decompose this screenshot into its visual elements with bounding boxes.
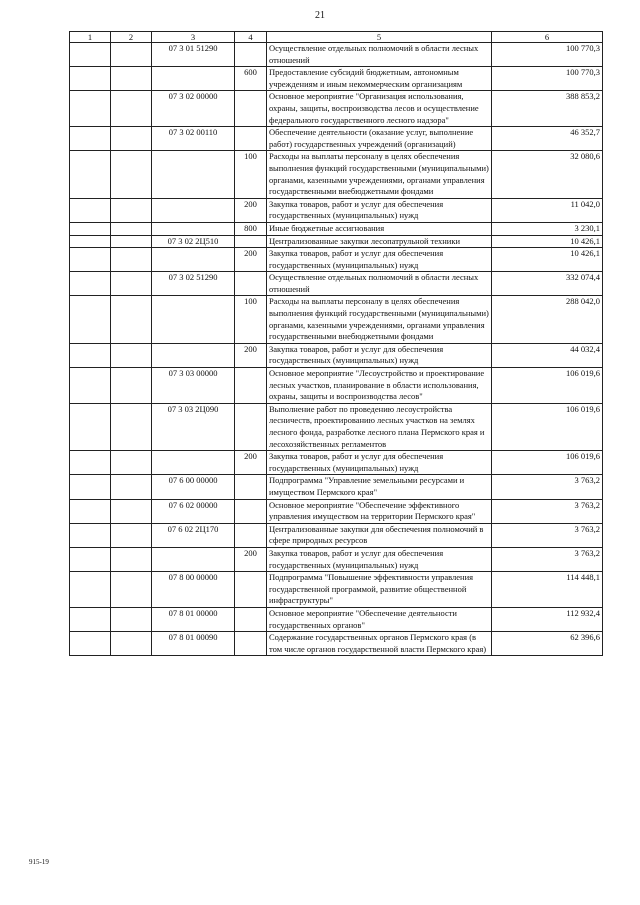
cell-target-code: 07 8 01 00000	[152, 607, 235, 631]
cell-col1	[70, 572, 111, 608]
table-row	[70, 235, 603, 248]
cell-col1	[70, 499, 111, 523]
cell-col1	[70, 151, 111, 198]
cell-col1	[70, 235, 111, 248]
cell-col2	[111, 547, 152, 571]
cell-name: Основное мероприятие "Организация использования, охраны, защиты, воспроизводства лесов и осуществление федерального государственного лесного надзора"	[267, 91, 492, 127]
cell-expense-type	[235, 499, 267, 523]
table-row	[70, 475, 603, 499]
table-row	[70, 272, 603, 296]
cell-col2	[111, 248, 152, 272]
column-header-1: 1	[70, 32, 111, 43]
cell-col1	[70, 475, 111, 499]
cell-amount: 100 770,3	[492, 43, 603, 67]
cell-expense-type: 200	[235, 547, 267, 571]
table-row	[70, 127, 603, 151]
page-number: 21	[315, 10, 325, 21]
cell-expense-type: 200	[235, 451, 267, 475]
cell-amount: 388 853,2	[492, 91, 603, 127]
table-row	[70, 607, 603, 631]
cell-name: Закупка товаров, работ и услуг для обеспечения государственных (муниципальных) нужд	[267, 451, 492, 475]
cell-expense-type	[235, 368, 267, 404]
cell-expense-type	[235, 475, 267, 499]
cell-expense-type: 600	[235, 67, 267, 91]
table-row	[70, 296, 603, 343]
cell-amount: 3 763,2	[492, 475, 603, 499]
table-row	[70, 198, 603, 222]
cell-amount: 11 042,0	[492, 198, 603, 222]
cell-col2	[111, 235, 152, 248]
cell-name: Обеспечение деятельности (оказание услуг, выполнение работ) государственных учреждений (организаций)	[267, 127, 492, 151]
cell-col2	[111, 475, 152, 499]
cell-col1	[70, 523, 111, 547]
cell-col2	[111, 272, 152, 296]
cell-expense-type	[235, 572, 267, 608]
cell-name: Расходы на выплаты персоналу в целях обеспечения выполнения функций государственными (муниципальными) органами, казенными учреждениями, органами управления государственными внебюджетными фондами	[267, 151, 492, 198]
cell-expense-type	[235, 235, 267, 248]
cell-expense-type: 100	[235, 151, 267, 198]
cell-amount: 112 932,4	[492, 607, 603, 631]
cell-target-code	[152, 151, 235, 198]
table-row	[70, 43, 603, 67]
budget-table	[69, 31, 603, 656]
cell-col2	[111, 222, 152, 235]
cell-name: Осуществление отдельных полномочий в области лесных отношений	[267, 272, 492, 296]
cell-target-code: 07 3 03 2Ц090	[152, 403, 235, 450]
cell-name: Содержание государственных органов Пермского края (в том числе органов государственной власти Пермского края)	[267, 632, 492, 656]
cell-expense-type	[235, 632, 267, 656]
cell-target-code: 07 3 01 51290	[152, 43, 235, 67]
cell-col2	[111, 151, 152, 198]
document-code: 915-19	[29, 858, 49, 866]
cell-col1	[70, 296, 111, 343]
cell-target-code: 07 3 03 00000	[152, 368, 235, 404]
cell-col1	[70, 607, 111, 631]
cell-expense-type	[235, 523, 267, 547]
cell-name: Расходы на выплаты персоналу в целях обеспечения выполнения функций государственными (муниципальными) органами, казенными учреждениями, органами управления государственными внебюджетными фондами	[267, 296, 492, 343]
cell-target-code: 07 8 00 00000	[152, 572, 235, 608]
cell-target-code	[152, 547, 235, 571]
column-header-2: 2	[111, 32, 152, 43]
table-row	[70, 248, 603, 272]
table-row	[70, 523, 603, 547]
cell-target-code: 07 6 00 00000	[152, 475, 235, 499]
cell-amount: 3 230,1	[492, 222, 603, 235]
cell-col1	[70, 547, 111, 571]
cell-col1	[70, 67, 111, 91]
cell-amount: 46 352,7	[492, 127, 603, 151]
cell-amount: 106 019,6	[492, 368, 603, 404]
cell-col2	[111, 91, 152, 127]
table-row	[70, 632, 603, 656]
table-row	[70, 499, 603, 523]
cell-col2	[111, 523, 152, 547]
table-body	[70, 43, 603, 656]
table-row	[70, 368, 603, 404]
cell-target-code	[152, 222, 235, 235]
cell-expense-type	[235, 607, 267, 631]
table-row	[70, 451, 603, 475]
table-row	[70, 547, 603, 571]
cell-target-code	[152, 296, 235, 343]
cell-col2	[111, 632, 152, 656]
cell-name: Закупка товаров, работ и услуг для обеспечения государственных (муниципальных) нужд	[267, 198, 492, 222]
table-row	[70, 151, 603, 198]
cell-target-code	[152, 343, 235, 367]
cell-col1	[70, 127, 111, 151]
cell-target-code: 07 6 02 2Ц170	[152, 523, 235, 547]
cell-col1	[70, 198, 111, 222]
cell-col2	[111, 499, 152, 523]
cell-amount: 3 763,2	[492, 499, 603, 523]
cell-target-code	[152, 451, 235, 475]
column-header-6: 6	[492, 32, 603, 43]
cell-name: Основное мероприятие "Обеспечение эффективного управления имуществом на территории Пермского края"	[267, 499, 492, 523]
cell-target-code: 07 6 02 00000	[152, 499, 235, 523]
cell-amount: 332 074,4	[492, 272, 603, 296]
cell-expense-type	[235, 272, 267, 296]
cell-expense-type	[235, 91, 267, 127]
cell-expense-type	[235, 127, 267, 151]
cell-amount: 10 426,1	[492, 248, 603, 272]
cell-name: Подпрограмма "Повышение эффективности управления государственной программой, развитие общественной инфраструктуры"	[267, 572, 492, 608]
cell-amount: 32 080,6	[492, 151, 603, 198]
cell-col2	[111, 343, 152, 367]
cell-col2	[111, 572, 152, 608]
cell-col2	[111, 43, 152, 67]
cell-col2	[111, 451, 152, 475]
cell-col2	[111, 607, 152, 631]
cell-col1	[70, 343, 111, 367]
cell-amount: 44 032,4	[492, 343, 603, 367]
cell-name: Закупка товаров, работ и услуг для обеспечения государственных (муниципальных) нужд	[267, 343, 492, 367]
table-row	[70, 572, 603, 608]
cell-col1	[70, 368, 111, 404]
cell-col1	[70, 248, 111, 272]
table-row	[70, 343, 603, 367]
cell-col2	[111, 67, 152, 91]
column-header-5: 5	[267, 32, 492, 43]
cell-amount: 100 770,3	[492, 67, 603, 91]
cell-name: Предоставление субсидий бюджетным, автономным учреждениям и иным некоммерческим организациям	[267, 67, 492, 91]
cell-col1	[70, 272, 111, 296]
cell-expense-type	[235, 403, 267, 450]
cell-col1	[70, 222, 111, 235]
cell-col1	[70, 632, 111, 656]
table-row	[70, 67, 603, 91]
cell-amount: 288 042,0	[492, 296, 603, 343]
cell-col2	[111, 198, 152, 222]
cell-name: Закупка товаров, работ и услуг для обеспечения государственных (муниципальных) нужд	[267, 547, 492, 571]
cell-name: Закупка товаров, работ и услуг для обеспечения государственных (муниципальных) нужд	[267, 248, 492, 272]
cell-col2	[111, 127, 152, 151]
cell-target-code: 07 3 02 00000	[152, 91, 235, 127]
column-header-4: 4	[235, 32, 267, 43]
cell-target-code	[152, 67, 235, 91]
cell-target-code: 07 8 01 00090	[152, 632, 235, 656]
cell-target-code	[152, 198, 235, 222]
cell-target-code: 07 3 02 51290	[152, 272, 235, 296]
cell-col2	[111, 296, 152, 343]
cell-target-code: 07 3 02 00110	[152, 127, 235, 151]
cell-col2	[111, 403, 152, 450]
cell-col2	[111, 368, 152, 404]
cell-target-code: 07 3 02 2Ц510	[152, 235, 235, 248]
cell-amount: 3 763,2	[492, 523, 603, 547]
cell-name: Централизованные закупки лесопатрульной техники	[267, 235, 492, 248]
cell-expense-type: 800	[235, 222, 267, 235]
cell-name: Иные бюджетные ассигнования	[267, 222, 492, 235]
cell-name: Основное мероприятие "Обеспечение деятельности государственных органов"	[267, 607, 492, 631]
cell-expense-type: 200	[235, 343, 267, 367]
column-header-3: 3	[152, 32, 235, 43]
cell-amount: 106 019,6	[492, 403, 603, 450]
cell-amount: 10 426,1	[492, 235, 603, 248]
table-row	[70, 222, 603, 235]
cell-expense-type	[235, 43, 267, 67]
cell-name: Подпрограмма "Управление земельными ресурсами и имуществом Пермского края"	[267, 475, 492, 499]
cell-col1	[70, 91, 111, 127]
table-header-row	[70, 32, 603, 43]
cell-amount: 62 396,6	[492, 632, 603, 656]
table-row	[70, 403, 603, 450]
cell-expense-type: 200	[235, 198, 267, 222]
cell-col1	[70, 43, 111, 67]
cell-amount: 114 448,1	[492, 572, 603, 608]
cell-expense-type: 200	[235, 248, 267, 272]
cell-name: Централизованные закупки для обеспечения полномочий в сфере природных ресурсов	[267, 523, 492, 547]
cell-target-code	[152, 248, 235, 272]
cell-amount: 106 019,6	[492, 451, 603, 475]
cell-col1	[70, 451, 111, 475]
cell-name: Осуществление отдельных полномочий в области лесных отношений	[267, 43, 492, 67]
cell-expense-type: 100	[235, 296, 267, 343]
cell-name: Основное мероприятие "Лесоустройство и проектирование лесных участков, планирование в области использования, охраны, защиты и воспроизводства лесов"	[267, 368, 492, 404]
table-row	[70, 91, 603, 127]
cell-amount: 3 763,2	[492, 547, 603, 571]
cell-name: Выполнение работ по проведению лесоустройства лесничеств, проектированию лесных участков на землях лесного фонда, разработке лесного плана Пермского края и лесохозяйственных регламентов	[267, 403, 492, 450]
cell-col1	[70, 403, 111, 450]
